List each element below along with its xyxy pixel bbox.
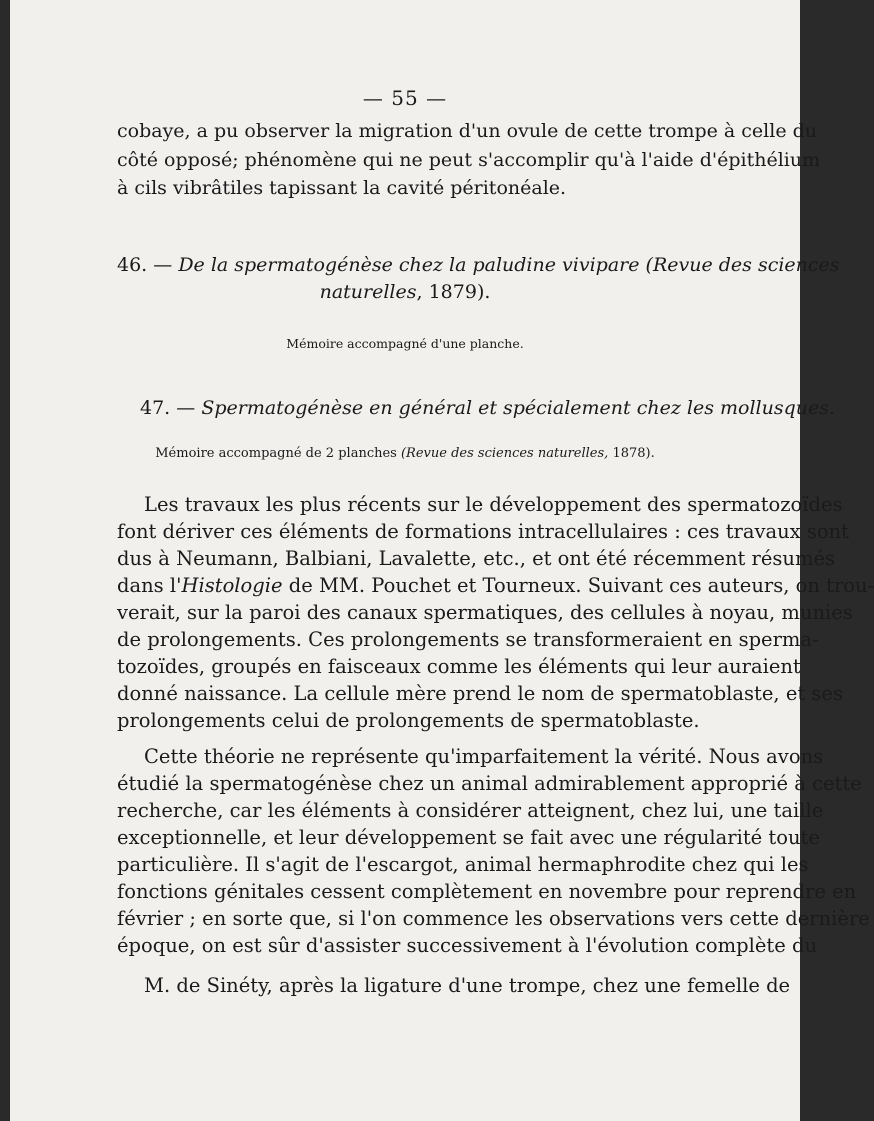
para1-line-4-after: de MM. Pouchet et Tourneux. Suivant ces auteurs, on trou-	[282, 574, 874, 597]
top-line-1: cobaye, a pu observer la migration d'un ovule de cette trompe à celle du	[117, 120, 818, 142]
para2-line-5: particulière. Il s'agit de l'escargot, animal hermaphrodite chez qui les	[117, 853, 809, 876]
para1-line-1: Les travaux les plus récents sur le développement des spermatozoïdes	[144, 493, 843, 516]
para1-line-4	[117, 572, 874, 599]
entry-46-year: , 1879).	[416, 281, 491, 303]
para1-line-2: font dériver ces éléments de formations intracellulaires : ces travaux sont	[117, 520, 850, 543]
top-line-3: à cils vibrâtiles tapissant la cavité péritonéale.	[117, 177, 567, 199]
entry-47-title: Spermatogénèse en général et spécialement chez les mollusques.	[201, 397, 836, 419]
para1-line-7: tozoïdes, groupés en faisceaux comme les éléments qui leur auraient	[117, 655, 801, 678]
memo-47-year: 1878).	[612, 446, 655, 461]
memo-47-prefix: Mémoire accompagné de 2 planches	[155, 446, 397, 461]
para1-line-6: de prolongements. Ces prolongements se transformeraient en sperma-	[117, 628, 819, 651]
memo-47-journal: (Revue des sciences naturelles,	[400, 446, 609, 461]
para2-line-7: février ; en sorte que, si l'on commence les observations vers cette dernière	[117, 907, 870, 930]
para1-line-5: verait, sur la paroi des canaux spermatiques, des cellules à noyau, munies	[117, 601, 853, 624]
footnote-line: M. de Sinéty, après la ligature d'une trompe, chez une femelle de	[144, 974, 791, 997]
entry-46-journal-cont: naturelles	[319, 281, 417, 303]
page-number: — 55 —	[362, 86, 448, 110]
entry-47-line	[140, 395, 836, 422]
document-page	[10, 0, 874, 1121]
para1-line-8: donné naissance. La cellule mère prend le nom de spermatoblaste, et ses	[117, 682, 843, 705]
entry-46-title: De la spermatogénèse chez la paludine vivipare	[178, 254, 640, 276]
para1-line-4-italic: Histologie	[181, 574, 283, 597]
para2-line-1: Cette théorie ne représente qu'imparfaitement la vérité. Nous avons	[144, 745, 824, 768]
entry-46-journal: (Revue des sciences	[645, 254, 840, 276]
para2-line-8: époque, on est sûr d'assister successivement à l'évolution complète du	[117, 934, 818, 957]
para2-line-4: exceptionnelle, et leur développement se fait avec une régularité toute	[117, 826, 820, 849]
para1-line-3: dus à Neumann, Balbiani, Lavalette, etc., et ont été récemment résumés	[117, 547, 836, 570]
entry-46-number: 46. —	[117, 254, 173, 276]
para2-line-6: fonctions génitales cessent complètement en novembre pour reprendre en	[117, 880, 857, 903]
memo-47	[10, 440, 800, 467]
memo-46: Mémoire accompagné d'une planche.	[286, 336, 524, 351]
para2-line-3: recherche, car les éléments à considérer atteignent, chez lui, une taille	[117, 799, 824, 822]
entry-47-number: 47. —	[140, 397, 196, 419]
top-line-2: côté opposé; phénomène qui ne peut s'accomplir qu'à l'aide d'épithélium	[117, 149, 821, 171]
entry-46-line-2	[10, 279, 800, 306]
para1-line-9: prolongements celui de prolongements de spermatoblaste.	[117, 709, 700, 732]
entry-46-line-1	[117, 252, 840, 279]
para2-line-2: étudié la spermatogénèse chez un animal admirablement approprié à cette	[117, 772, 862, 795]
para1-line-4-before: dans l'	[117, 574, 182, 597]
